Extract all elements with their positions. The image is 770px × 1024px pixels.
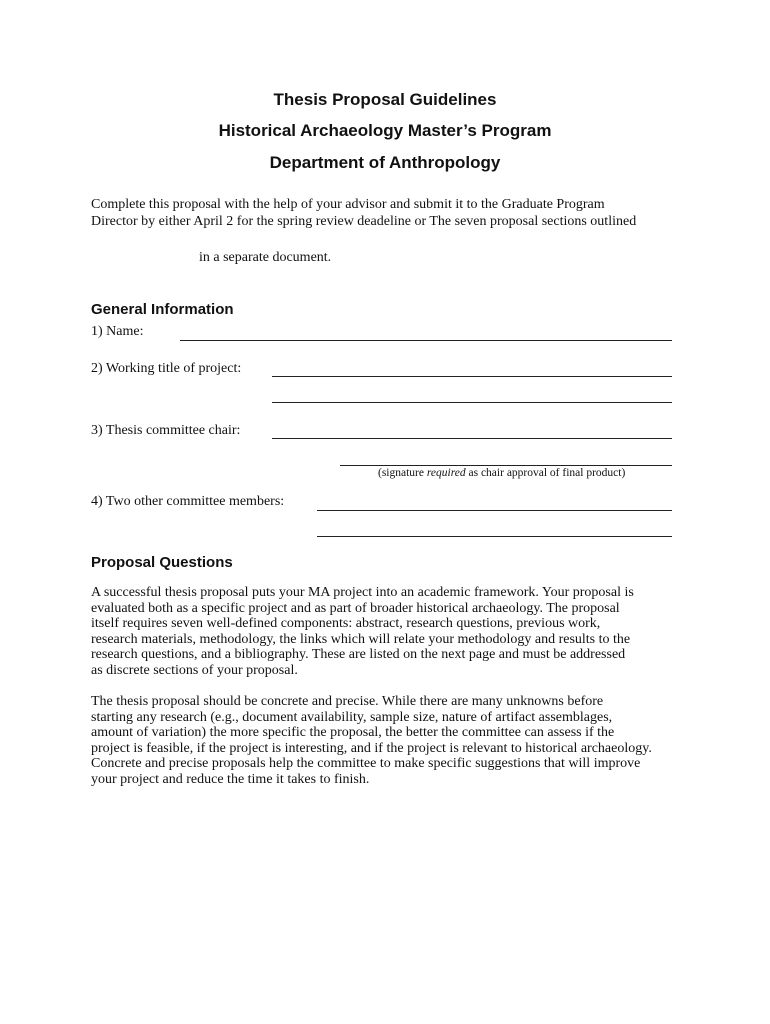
document-title: Thesis Proposal Guidelines (273, 90, 497, 109)
name-label: 1) Name: (91, 324, 144, 339)
paragraph-2-line-1: The thesis proposal should be concrete and precise. While there are many unknowns before (91, 694, 604, 709)
name-field-line[interactable] (180, 340, 672, 341)
committee-chair-label: 3) Thesis committee chair: (91, 423, 241, 438)
program-name: Historical Archaeology Master’s Program (218, 121, 552, 140)
paragraph-2-line-5: Concrete and precise proposals help the committee to make specific suggestions that will improve (91, 756, 641, 771)
paragraph-1-line-3: itself requires seven well-defined components: abstract, research questions, previous work, (91, 616, 601, 631)
paragraph-1-line-4: research materials, methodology, the links which will relate your methodology and results to the (91, 631, 631, 647)
paragraph-1-line-1: A successful thesis proposal puts your MA project into an academic framework. Your proposal is (91, 585, 634, 600)
proposal-paragraph-2 (91, 694, 703, 787)
paragraph-2-line-4: project is feasible, if the project is interesting, and if the project is relevant to historical archaeology. (91, 740, 652, 756)
paragraph-2-line-2: starting any research (e.g., document availability, sample size, nature of artifact assemblages, (91, 709, 613, 725)
working-title-field-line-1[interactable] (272, 376, 672, 377)
signature-note (378, 467, 625, 479)
committee-member-field-line-1[interactable] (317, 510, 672, 511)
paragraph-1-line-5: research questions, and a bibliography. These are listed on the next page and must be addressed (91, 647, 626, 662)
committee-members-label: 4) Two other committee members: (91, 494, 285, 509)
committee-chair-field-line[interactable] (272, 438, 672, 439)
proposal-paragraph-1 (91, 585, 703, 678)
working-title-label: 2) Working title of project: (91, 361, 242, 376)
department-name: Department of Anthropology (269, 153, 501, 172)
chair-signature-line[interactable] (340, 465, 672, 466)
intro-line-3: in a separate document. (199, 250, 332, 265)
proposal-questions-heading: Proposal Questions (91, 554, 233, 571)
paragraph-2-line-6: your project and reduce the time it takes to finish. (91, 771, 370, 787)
signature-note-required: required (426, 467, 466, 479)
paragraph-2-line-3: amount of variation) the more specific the proposal, the better the committee can assess if the (91, 725, 615, 740)
working-title-field-line-2[interactable] (272, 402, 672, 403)
signature-note-suffix: as chair approval of final product) (465, 467, 626, 479)
intro-line-2: Director by either April 2 for the spring review deadeline or The seven proposal sections outlined (91, 214, 637, 229)
intro-line-1: Complete this proposal with the help of your advisor and submit it to the Graduate Program (91, 197, 605, 212)
paragraph-1-line-2: evaluated both as a specific project and as part of broader historical archaeology. The proposal (91, 600, 620, 616)
general-information-heading: General Information (91, 301, 234, 318)
paragraph-1-line-6: as discrete sections of your proposal. (91, 662, 298, 678)
committee-member-field-line-2[interactable] (317, 536, 672, 537)
signature-note-prefix: (signature (378, 467, 427, 479)
